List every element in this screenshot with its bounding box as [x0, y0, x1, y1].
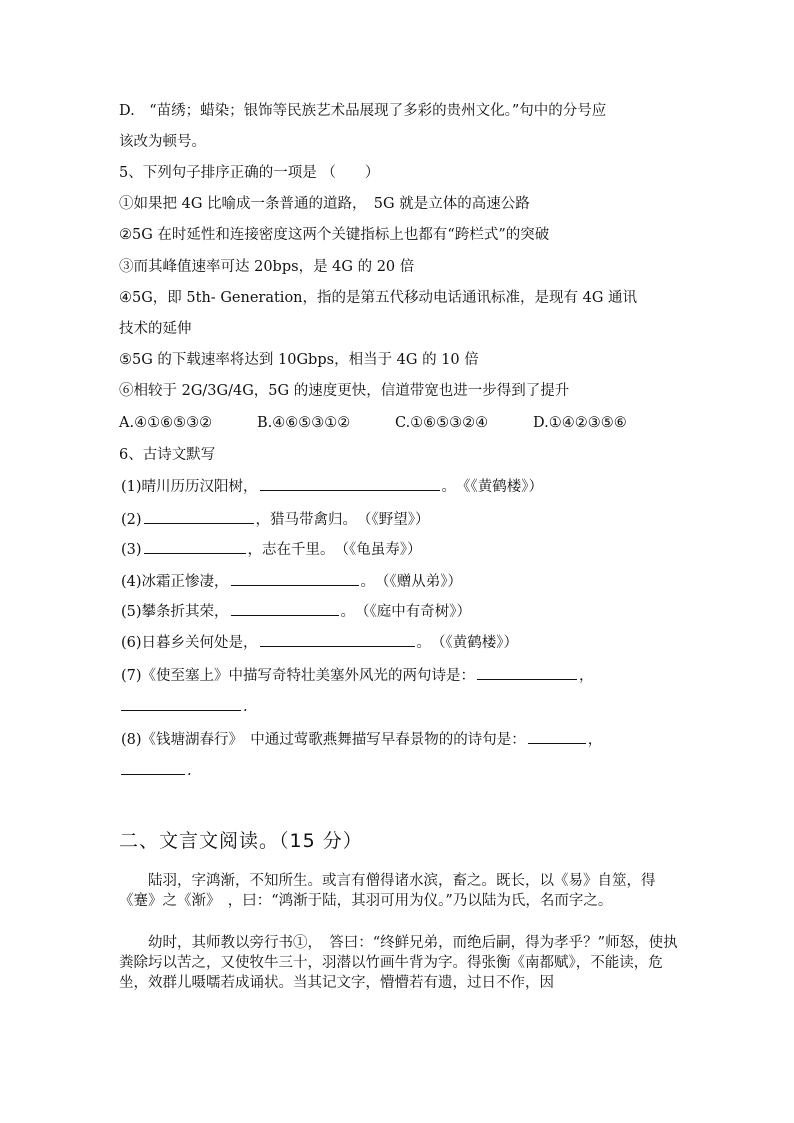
q6-item-4	[121, 571, 462, 592]
q6-item-1-blank[interactable]	[260, 476, 440, 491]
q5-sentence-6: ⑥相较于 2G/3G/4G，5G 的速度更快，信道带宽也进一步得到了提升	[119, 383, 570, 399]
q6-item-3-suffix: ，志在千里。 （《龟虽寿》）	[247, 542, 422, 558]
q4-option-d-line1: D. “苗绣；蜡染；银饰等民族艺术品展现了多彩的贵州文化。”句中的分号应	[119, 103, 607, 119]
q6-item-2-prefix: (2)	[121, 512, 142, 528]
q6-item-3	[121, 539, 422, 560]
q6-item-6-blank[interactable]	[260, 632, 415, 647]
q6-item-4-blank[interactable]	[231, 571, 359, 586]
q6-item-5-suffix: 。 （《庭中有奇树》）	[340, 604, 472, 620]
q6-item-2	[121, 509, 430, 530]
q6-item-8-blank-1[interactable]	[528, 729, 586, 744]
q6-item-5-prefix: (5)攀条折其荣，	[121, 604, 229, 620]
q6-item-2-suffix: ，猎马带禽归。 （《野望》）	[255, 512, 430, 528]
q6-item-4-suffix: 。 （《赠从弟》）	[360, 574, 463, 590]
q6-item-2-blank[interactable]	[144, 509, 254, 524]
passage-paragraph-2: 幼时，其师教以旁行书①， 答曰：“终鲜兄弟，而绝后嗣，得为孝乎？”师怒，使执粪除圬以苦之，又使牧牛三十，羽潜以竹画牛背为字。得张衡《南都赋》，不能读，危坐，效群儿嗫嚅若成诵状。当其记文字，懵懵若有遗，过日不作，因	[119, 935, 678, 991]
q6-item-8-cont	[119, 760, 192, 781]
q5-option-b: B.④⑥⑤③①②	[257, 415, 351, 431]
q6-item-8-period: .	[187, 763, 192, 779]
q6-item-5-blank[interactable]	[231, 601, 339, 616]
q6-item-8-blank-2[interactable]	[121, 760, 185, 775]
q5-sentence-4-line1: ④5G，即 5th- Generation，指的是第五代移动电话通讯标准，是现有 4G 通讯	[119, 290, 638, 306]
q6-item-3-prefix: (3)	[121, 542, 142, 558]
q5-sentence-4-line2: 技术的延伸	[119, 321, 192, 337]
q5-option-c: C.①⑥⑤③②④	[395, 415, 489, 431]
q6-item-7-blank-2[interactable]	[121, 696, 241, 711]
q6-item-8	[121, 729, 602, 750]
q5-title: 5、下列句子排序正确的一项是 （ ）	[119, 165, 380, 181]
q5-options	[119, 413, 627, 433]
q6-item-4-prefix: (4)冰霜正惨凄，	[121, 574, 229, 590]
q6-item-7-cont	[119, 696, 248, 717]
q6-item-6-suffix: 。 （《黄鹤楼》）	[416, 635, 519, 651]
q6-item-7-comma: ，	[579, 668, 594, 684]
q6-item-7-period: .	[243, 699, 248, 715]
q6-item-7	[121, 665, 594, 686]
q6-item-8-prefix: (8)《钱塘湖春行》 中通过莺歌燕舞描写早春景物的的诗句是：	[121, 732, 526, 748]
q4-option-d-line2: 该改为顿号。	[119, 134, 206, 150]
section-2-heading: 二、文言文阅读。（15 分）	[119, 830, 363, 852]
q6-item-1-prefix: (1)晴川历历汉阳树，	[121, 479, 258, 495]
q5-sentence-2: ②5G 在时延性和连接密度这两个关键指标上也都有“跨栏式”的突破	[119, 227, 550, 243]
q6-item-6-prefix: (6)日暮乡关何处是，	[121, 635, 258, 651]
q5-option-d: D.①④②③⑤⑥	[533, 415, 627, 431]
q5-option-a: A.④①⑥⑤③②	[119, 415, 213, 431]
q5-sentence-3: ③而其峰值速率可达 20bps，是 4G 的 20 倍	[119, 259, 415, 275]
q6-item-3-blank[interactable]	[144, 539, 246, 554]
q5-sentence-5: ⑤5G 的下载速率将达到 10Gbps，相当于 4G 的 10 倍	[119, 352, 479, 368]
q6-item-7-blank-1[interactable]	[477, 665, 577, 680]
q6-item-1	[121, 476, 543, 497]
passage-paragraph-1: 陆羽，字鸿渐，不知所生。或言有僧得诸水滨，畜之。既长，以《易》自筮，得《蹇》之《渐》 ，曰：“鸿渐于陆，其羽可用为仪。”乃以陆为氏，名而字之。	[119, 873, 656, 909]
q6-item-1-suffix: 。 《《黄鹤楼》）	[441, 479, 544, 495]
q5-sentence-1: ①如果把 4G 比喻成一条普通的道路， 5G 就是立体的高速公路	[119, 196, 530, 212]
q6-title: 6、古诗文默写	[119, 447, 216, 463]
q6-item-8-comma: ，	[587, 732, 603, 748]
q6-item-5	[121, 601, 471, 622]
q6-item-7-prefix: (7)《使至塞上》中描写奇特壮美塞外风光的两句诗是：	[121, 668, 476, 684]
q6-item-6	[121, 632, 518, 653]
